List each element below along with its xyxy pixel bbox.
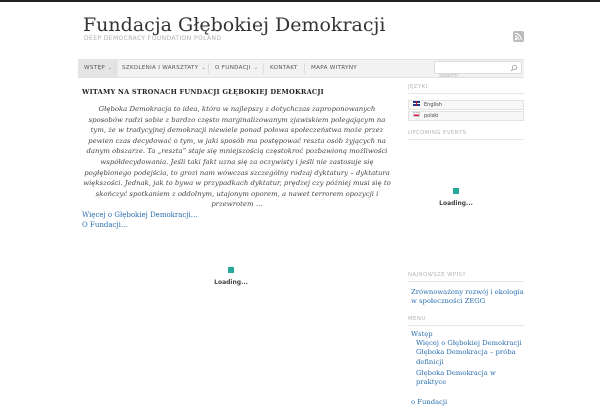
chevron-down-icon: ⌄ xyxy=(107,65,113,71)
nav-item-wstep[interactable] xyxy=(78,60,118,77)
menu-item-o-fundacji[interactable]: o Fundacji xyxy=(411,398,448,407)
recent-posts-title: NAJNOWSZE WPISY xyxy=(408,272,524,282)
site-title[interactable]: Fundacja Głębokiej Demokracji xyxy=(83,14,386,36)
recent-posts-widget xyxy=(408,272,524,306)
post-body: Głęboka Demokracja to idea, która w najlepszy z dotychczas zaproponowanych sposobów radzi sobie z bardzo często marginalizowanym zjawiskiem polegającym na tym, że w tradycyjnej demokracji niewiele ponad połowa społeczeństwa może przez pewien czas decydować o tym, w jaki sposób ma postępować reszta osób żyjących na danym obszarze. Ta „reszta” staje się mniejszością częstokroć pozbawioną możliwości współdecydowania. Jeśli taki fakt uzna się za oczywisty i jeśli nie zastosuje się pogłębionego podejścia, to grozi nam wówczas szczególny rodzaj dyktatury – dyktatura większości. Jednak, jak to bywa w przypadkach dyktatur, prędzej czy później musi się to skończyć spotkaniem z oddolnym, utajonym oporem, a nawet terrorem opozycji i przewrotem … xyxy=(83,105,391,209)
menu-item-wstep[interactable]: Wstęp xyxy=(411,330,433,338)
loading-spinner-icon xyxy=(453,188,459,194)
rss-icon[interactable] xyxy=(513,31,524,42)
language-label: English xyxy=(424,102,443,108)
loading-spinner-icon xyxy=(228,267,234,273)
uk-flag-icon xyxy=(413,101,420,106)
language-polski[interactable] xyxy=(408,111,524,121)
nav-item-kontakt[interactable] xyxy=(264,60,304,77)
languages-widget-title: JĘZYKI xyxy=(408,84,524,94)
link-more-about-deep-democracy[interactable]: Więcej o Głębokiej Demokracji... xyxy=(82,210,198,219)
menu-item-w-praktyce[interactable]: Głęboka Demokracja w praktyce xyxy=(416,368,496,387)
post-title: WITAMY NA STRONACH FUNDACJI GŁĘBOKIEJ DEMOKRACJI xyxy=(82,88,324,96)
nav-label: KONTAKT xyxy=(270,65,298,71)
language-english[interactable] xyxy=(408,100,524,110)
main-content xyxy=(82,88,392,231)
top-border-line xyxy=(0,0,600,2)
search-icon[interactable] xyxy=(510,64,518,72)
search-input[interactable] xyxy=(435,71,509,82)
nav-item-o-fundacji[interactable] xyxy=(209,60,264,77)
menu-item-wiecej[interactable]: Więcej o Głębokiej Demokracji xyxy=(416,339,522,348)
chevron-down-icon: ⌄ xyxy=(201,65,206,71)
events-widget-body xyxy=(408,146,524,288)
nav-label: SZKOLENIA I WARSZTATY xyxy=(122,65,199,71)
recent-post-link[interactable]: Zrównoważony rozwój i ekologia w społeczności ZEGG xyxy=(411,288,524,306)
site-description: DEEP DEMOCRACY FOUNDATION POLAND xyxy=(84,35,222,42)
link-about-foundation[interactable]: O Fundacji... xyxy=(82,221,128,230)
events-widget-title: UPCOMING EVENTS xyxy=(408,130,524,140)
nav-item-mapa-witryny[interactable] xyxy=(305,60,363,77)
loading-text: Loading... xyxy=(214,279,248,286)
language-label: polski xyxy=(424,113,439,119)
nav-label: WSTĘP xyxy=(84,65,105,71)
search-box xyxy=(434,61,522,74)
menu-widget-title: MENU xyxy=(408,316,524,326)
nav-label: O FUNDACJI xyxy=(215,65,251,71)
menu-item-proba-definicji[interactable]: Głęboka Demokracja – próba definicji xyxy=(416,348,516,366)
main-loading-indicator xyxy=(201,267,261,286)
poland-flag-icon xyxy=(413,112,420,117)
sidebar xyxy=(408,84,524,288)
menu-widget xyxy=(408,316,524,407)
events-loading-indicator xyxy=(426,188,486,207)
chevron-down-icon: ⌄ xyxy=(253,65,259,71)
nav-divider xyxy=(114,63,115,74)
nav-label: MAPA WITRYNY xyxy=(311,65,358,71)
nav-item-szkolenia[interactable] xyxy=(116,60,212,77)
loading-text: Loading... xyxy=(439,200,473,207)
